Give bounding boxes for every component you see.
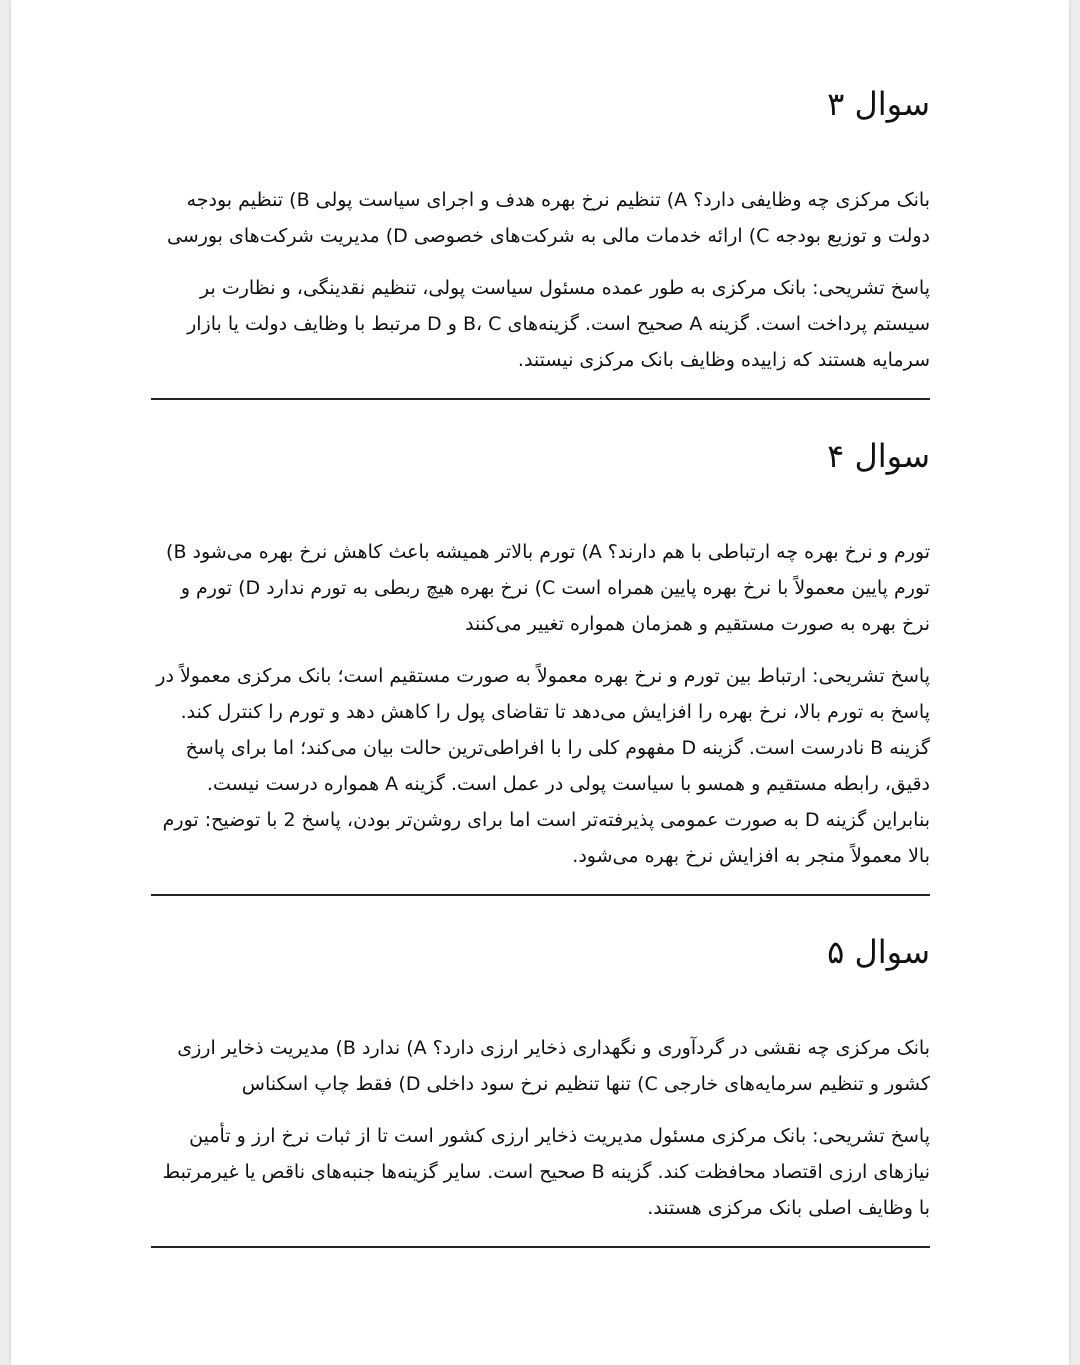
question-answer: پاسخ تشریحی: بانک مرکزی مسئول مدیریت ذخایر ارزی کشور است تا از ثبات نرخ ارز و تأمین نیازهای ارزی اقتصاد محافظت کند. گزینه B صحیح است. سایر گزینه‌ها جنبه‌های ناقص یا غیرمرتبط با وظایف اصلی بانک مرکزی هستند. (162, 1125, 930, 1219)
question-title: سوال ۵ (827, 933, 930, 971)
document-content (151, 72, 930, 1272)
divider (151, 894, 930, 896)
question-3 (151, 72, 930, 400)
question-text: بانک مرکزی چه نقشی در گردآوری و نگهداری ذخایر ارزی دارد؟ A) ندارد B) مدیریت ذخایر ارزی کشور و تنظیم سرمایه‌های خارجی C) تنها تنظیم نرخ سود داخلی D) فقط چاپ اسکناس (177, 1037, 930, 1095)
question-4 (151, 424, 930, 896)
question-text: تورم و نرخ بهره چه ارتباطی با هم دارند؟ A) تورم بالاتر همیشه باعث کاهش نرخ بهره می‌شود B) تورم پایین معمولاً با نرخ بهره پایین همراه است C) نرخ بهره هیچ ربطی به تورم ندارد D) تورم و نرخ بهره به صورت مستقیم و همزمان همواره تغییر می‌کنند (166, 541, 930, 635)
document-page (11, 0, 1069, 1365)
question-answer: پاسخ تشریحی: ارتباط بین تورم و نرخ بهره معمولاً به صورت مستقیم است؛ بانک مرکزی معمولاً در پاسخ به تورم بالا، نرخ بهره را افزایش می‌دهد تا تقاضای پول را کاهش دهد و تورم را کنترل کند. گزینه B نادرست است. گزینه D مفهوم کلی را با افراطی‌ترین حالت بیان می‌کند؛ اما برای پاسخ دقیق، رابطه مستقیم و همسو با سیاست پولی در عمل است. گزینه A همواره درست نیست. بنابراین گزینه D به صورت عمومی پذیرفته‌تر است اما برای روشن‌تر بودن، پاسخ 2 با توضیح: تورم بالا معمولاً منجر به افزایش نرخ بهره می‌شود. (156, 665, 930, 867)
question-answer: پاسخ تشریحی: بانک مرکزی به طور عمده مسئول سیاست پولی، تنظیم نقدینگی، و نظارت بر سیستم پرداخت است. گزینه A صحیح است. گزینه‌های B، C و D مرتبط با وظایف دولت یا بازار سرمایه هستند که زاییده وظایف بانک مرکزی نیستند. (187, 277, 930, 371)
question-title: سوال ۴ (827, 437, 930, 475)
question-text: بانک مرکزی چه وظایفی دارد؟ A) تنظیم نرخ بهره هدف و اجرای سیاست پولی B) تنظیم بودجه دولت و توزیع بودجه C) ارائه خدمات مالی به شرکت‌های خصوصی D) مدیریت شرکت‌های بورسی (166, 189, 930, 247)
question-5 (151, 920, 930, 1248)
question-title: سوال ۳ (827, 85, 930, 123)
divider (151, 1246, 930, 1248)
divider (151, 398, 930, 400)
